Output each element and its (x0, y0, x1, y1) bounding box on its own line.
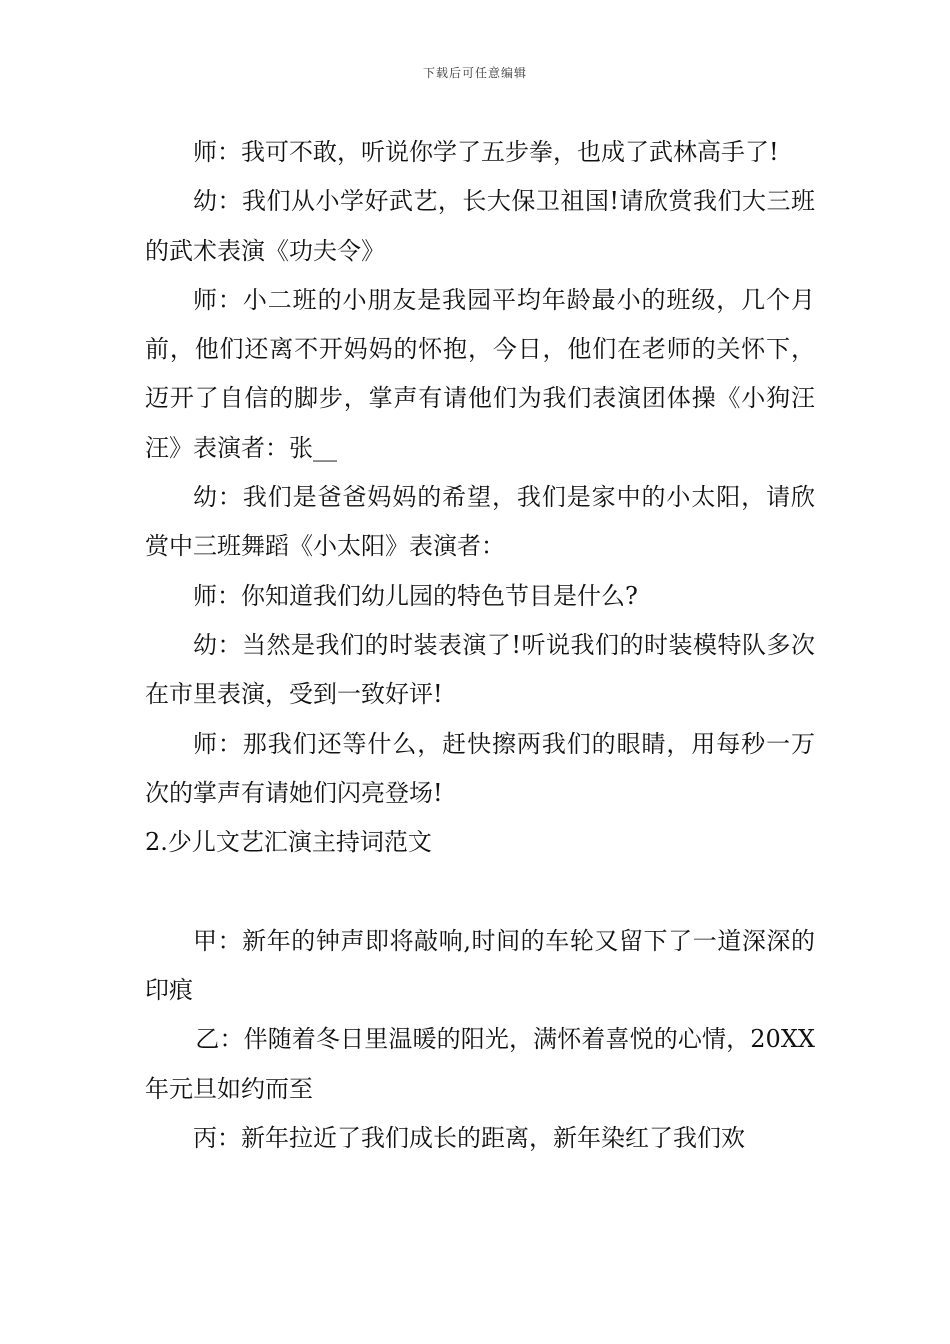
dialogue-paragraph-5: 师：你知道我们幼儿园的特色节目是什么? (193, 581, 638, 610)
page-header: 下载后可任意编辑 (422, 66, 527, 80)
host-line-1: 甲：新年的钟声即将敲响,时间的车轮又留下了一道深深的印痕 (145, 926, 815, 1005)
document-body (145, 128, 815, 1163)
blank-line (145, 867, 815, 916)
section-heading: 2.少儿文艺汇演主持词范文 (145, 828, 432, 857)
dialogue-paragraph-6: 幼：当然是我们的时装表演了!听说我们的时装模特队多次在市里表演，受到一致好评! (145, 630, 815, 709)
dialogue-paragraph-7: 师：那我们还等什么，赶快擦两我们的眼睛，用每秒一万次的掌声有请她们闪亮登场! (145, 729, 815, 807)
host-line-3: 丙：新年拉近了我们成长的距离，新年染红了我们欢 (193, 1123, 745, 1152)
dialogue-paragraph-3: 师：小二班的小朋友是我园平均年龄最小的班级，几个月前，他们还离不开妈妈的怀抱，今日，他们在老师的关怀下，迈开了自信的脚步，掌声有请他们为我们表演团体操《小狗汪汪》表演者：张__ (145, 285, 815, 462)
dialogue-paragraph-4: 幼：我们是爸爸妈妈的希望，我们是家中的小太阳，请欣赏中三班舞蹈《小太阳》表演者： (145, 483, 815, 561)
dialogue-paragraph-2: 幼：我们从小学好武艺，长大保卫祖国!请欣赏我们大三班的武术表演《功夫令》 (145, 187, 815, 265)
host-line-2: 乙：伴随着冬日里温暖的阳光，满怀着喜悦的心情，20XX年元旦如约而至 (145, 1025, 815, 1103)
dialogue-paragraph-1: 师：我可不敢，听说你学了五步拳，也成了武林高手了! (193, 138, 779, 166)
